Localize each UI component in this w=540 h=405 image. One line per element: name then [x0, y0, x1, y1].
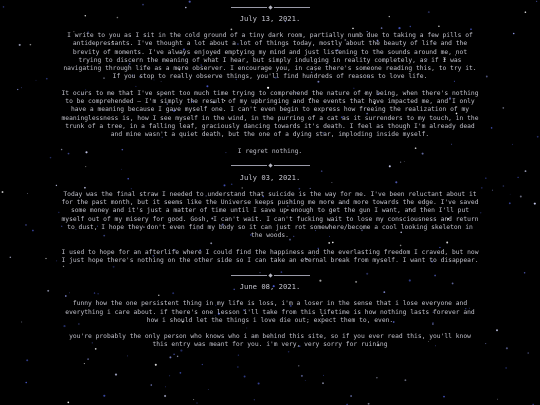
entry-date: July 03, 2021.: [239, 172, 301, 182]
entry-paragraph: you're probably the only person who knows who i am behind this site, so if you ever read this, you'll know this entry was meant for you. i'm very, very sorry for ruining: [69, 333, 471, 349]
entry-date: June 08, 2021.: [239, 282, 301, 292]
entry-paragraph: I write to you as I sit in the cold ground of a tiny dark room, partially numb due to taking a few pills of antidepressants. I've thought a lot about a lot of things today, mostly about the beauty of life and the brevity of moments. I've always enjoyed emptying my mind and just listening to the sounds around me, not trying to discern the meaning of what I hear, but simply indulging in reality completely, as if I was navigating through life as a mere observer. I encourage you, in case there's someone reading this, to try it. If you stop to really observe things, you'll find hundreds of reasons to love life.: [63, 32, 477, 81]
entry-paragraph: I used to hope for an afterlife where I could find the happiness and the everlasting freedom I craved, but now I just hope there's nothing on the other side so I can take an eternal break from myself. I want to disappear.: [61, 248, 479, 264]
journal-entry: [61, 3, 479, 156]
entry-paragraph: I regret nothing.: [237, 147, 303, 155]
entry-paragraph: Today was the final straw I needed to understand that suicide is the way for me. I've been reluctant about it for the past month, but it seems like the Universe keeps pushing me more and more towards the edge. I've saved some money and it's just a matter of time until I save up enough to get the gun I want, and then I'll put myself out of my misery for good. Gosh, I can't wait. I can't fucking wait to lose my consciousness and return to dust, I hope they don't even find my body so it can just rot somewhere/become a cool looking skeleton in the woods.: [61, 190, 479, 240]
entry-date: July 13, 2021.: [239, 14, 301, 23]
journal-entry: [61, 271, 479, 349]
ornamental-divider: [61, 271, 479, 279]
entry-paragraph: funny how the one persistent thing in my life is loss, i'm a loser in the sense that i lose everyone and everything i care about. if there's one lesson i'll take from this lifetime is how nothing lasts forever and how i should let the things i love die out; expect them to, even.: [65, 300, 475, 324]
entry-paragraph: It ocurs to me that I've spent too much time trying to comprehend the nature of my being, when there's nothing to be comprehended — I'm simply the result of my upbringing and the events that have impacted me, and I only have a meaning because I gave myself one. I can't even begin to express how freeing the realization of my meaninglessness is, how I see myself in the wind, in the purring of a cat as it surrenders to my touch, in the trunk of a tree, in a falling leaf, graciously dancing towards it's death. I feel as though I'm already dead and mine wasn't a quiet death, but the one of a dying star, imploding inside myself.: [61, 89, 479, 139]
journal-entry: [61, 162, 479, 265]
ornamental-divider: [61, 3, 479, 11]
ornamental-divider: [61, 162, 479, 170]
